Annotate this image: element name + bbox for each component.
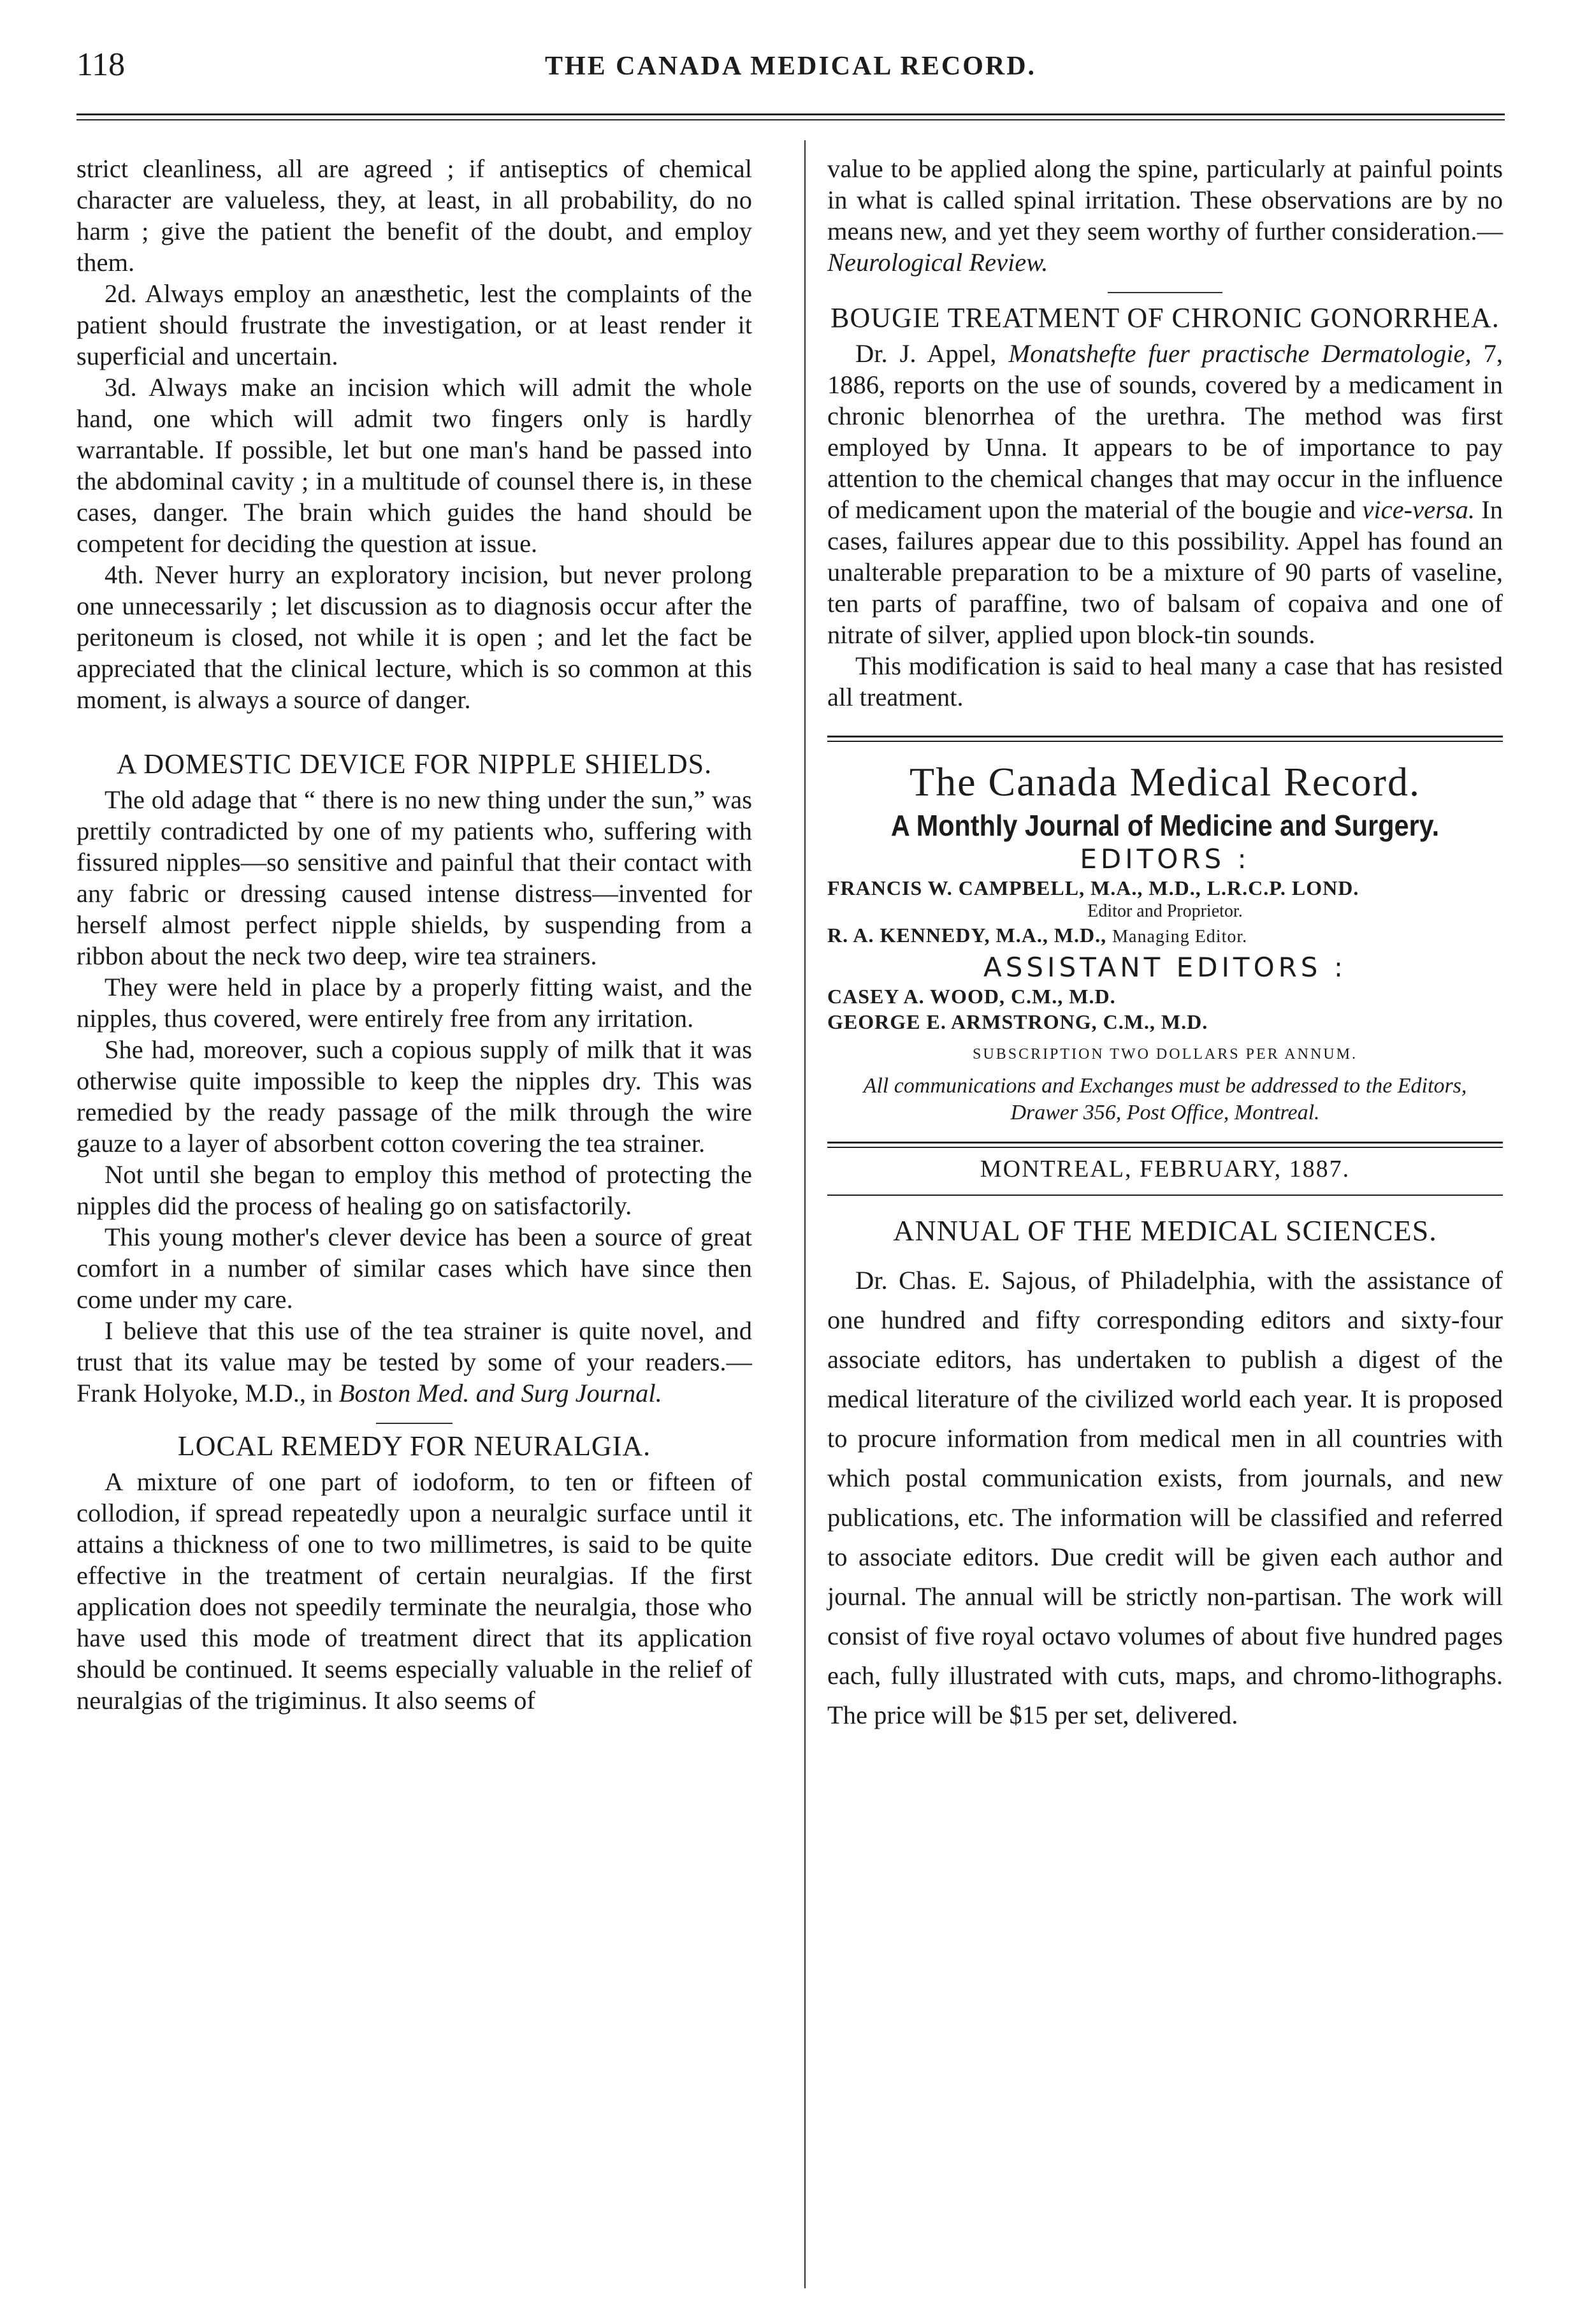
paragraph: 3d. Always make an incision which will admit the whole hand, one which will admit two fingers only is hardly warrantable. If possible, let but one man's hand be passed into the abdominal cavity ; in a multitude of counsel there is, in these cases, danger. The brain which guides the hand should be competent for deciding the question at issue. (76, 373, 752, 558)
dateline: MONTREAL, FEBRUARY, 1887. (980, 1156, 1351, 1182)
page-number: 118 (76, 47, 126, 83)
paragraph-text: 7, 1886, reports on the use of sounds, covered by a medicament in chronic blenorrhea of the urethra. The method was first employed by Unna. It appears to be of importance to pay attention to the chemical changes that may occur in the influence of medicament upon the material of the bougie and (827, 339, 1503, 524)
header-rule (76, 113, 1505, 115)
paragraph: A mixture of one part of iodoform, to ten or fifteen of collodion, if spread repeatedly upon a neuralgic surface until it attains a thickness of one to two millimetres, is said to be quite effective in the treatment of certain neuralgias. If the first application does not speedily terminate the neuralgia, those who have used this mode of treatment direct that its application should be continued. It seems especially valuable in the relief of neuralgias of the trigiminus. It also seems of (76, 1467, 752, 1715)
paragraph: She had, moreover, such a copious supply of milk that it was otherwise quite impossible to keep the nipples dry. This was remedied by the ready passage of the milk through the wire gauze to a layer of absorbent cotton covering the tea strainer. (76, 1035, 752, 1158)
running-head (76, 46, 1505, 97)
paragraph: Not until she began to employ this method of protecting the nipples did the process of healing go on satisfactorily. (76, 1160, 752, 1220)
assistant-editor-name: GEORGE E. ARMSTRONG, C.M., M.D. (827, 1010, 1208, 1033)
journal-title: THE CANADA MEDICAL RECORD. (544, 52, 1037, 81)
paragraph: strict cleanliness, all are agreed ; if antiseptics of chemical character are valueless, they, at least, in all probability, do no harm ; give the patient the benefit of the doubt, and employ them. (76, 154, 752, 277)
masthead-rule (827, 1142, 1503, 1144)
paragraph: 4th. Never hurry an exploratory incision, but never prolong one unnecessarily ; let discussion as to diagnosis occur after the peritoneum is closed, not while it is open ; and let the fact be appreciated that the clinical lecture, which is so common at this moment, is always a source of danger. (76, 560, 752, 714)
section-rule (376, 1423, 453, 1424)
dateline-rule (827, 1195, 1503, 1196)
latin-phrase: vice-versa. (1362, 495, 1475, 524)
paragraph: Dr. Chas. E. Sajous, of Philadelphia, with the assistance of one hundred and fifty corresponding editors and sixty-four associate editors, has undertaken to publish a digest of the medical literature of the civilized world each year. It is proposed to procure information from medical men in all countries with which postal communication exists, from journals, and new publications, etc. The information will be classified and referred to associate editors. Due credit will be given each author and journal. The annual will be strictly non-partisan. The work will consist of five royal octavo volumes of about five hundred pages each, fully illustrated with cuts, maps, and chromo-lithographs. The price will be $15 per set, delivered. (827, 1266, 1503, 1729)
editor-role: Editor and Proprietor. (1087, 901, 1243, 921)
paragraph: This modification is said to heal many a case that has resisted all treatment. (827, 651, 1503, 711)
article-heading-nipple-shields: A DOMESTIC DEVICE FOR NIPPLE SHIELDS. (116, 748, 713, 780)
assistant-editor-name: CASEY A. WOOD, C.M., M.D. (827, 985, 1116, 1008)
masthead-title: The Canada Medical Record. (909, 759, 1421, 804)
source-citation: Neurological Review. (827, 248, 1048, 277)
paragraph (76, 1315, 752, 1409)
paragraph-text: Dr. J. Appel, (855, 339, 997, 368)
right-column (827, 153, 1503, 1735)
paragraph: 2d. Always employ an anæsthetic, lest the complaints of the patient should frustrate the investigation, or at least render it superficial and uncertain. (76, 279, 752, 370)
article-heading-neuralgia: LOCAL REMEDY FOR NEURALGIA. (177, 1430, 651, 1462)
editors-label: EDITORS : (1080, 843, 1250, 875)
paragraph (827, 338, 1503, 650)
paragraph-text: I believe that this use of the tea strainer is quite novel, and trust that its value may be tested by some of your readers.—Frank Holyoke, M.D., in (76, 1316, 752, 1407)
editor-name: FRANCIS W. CAMPBELL, M.A., M.D., L.R.C.P. LOND. (827, 876, 1359, 899)
subscription-line: SUBSCRIPTION TWO DOLLARS PER ANNUM. (973, 1046, 1358, 1063)
editor-name-text: R. A. KENNEDY, M.A., M.D., (827, 924, 1107, 947)
column-divider (804, 140, 806, 2288)
assistant-editors-label: ASSISTANT EDITORS : (983, 952, 1347, 983)
paragraph-text: value to be applied along the spine, particularly at painful points in what is called spinal irritation. These observations are by no means new, and yet they seem worthy of further consideration.— (827, 154, 1503, 245)
article-heading-bougie: BOUGIE TREATMENT OF CHRONIC GONORRHEA. (830, 302, 1500, 333)
paragraph: The old adage that “ there is no new thing under the sun,” was prettily contradicted by one of my patients who, suffering with fissured nipples—so sensitive and painful that their contact with any fabric or dressing caused intense distress—invented for herself almost perfect nipple shields, by suspending from a ribbon about the neck two deep, wire tea strainers. (76, 785, 752, 970)
masthead-subtitle: A Monthly Journal of Medicine and Surgery. (890, 809, 1440, 842)
editor-name (827, 922, 1503, 948)
section-rule (1108, 292, 1222, 293)
paragraph: This young mother's clever device has been a source of great comfort in a number of similar cases which have since then come under my care. (76, 1223, 752, 1314)
paragraph (827, 153, 1503, 278)
communications-note: All communications and Exchanges must be addressed to the Editors, Drawer 356, Post Office, Montreal. (863, 1074, 1467, 1124)
editor-role: Managing Editor. (1112, 927, 1248, 947)
journal-citation: Monatshefte fuer practische Dermatologie, (1008, 339, 1472, 368)
paragraph-text: In cases, failures appear due to this possibility. Appel has found an unalterable preparation to be a mixture of 90 parts of vaseline, ten parts of paraffine, two of balsam of copaiva and one of nitrate of silver, applied upon block-tin sounds. (827, 495, 1503, 649)
article-heading-annual: ANNUAL OF THE MEDICAL SCIENCES. (893, 1214, 1437, 1247)
source-citation: Boston Med. and Surg Journal. (338, 1379, 662, 1407)
masthead-rule (827, 736, 1503, 737)
paragraph: They were held in place by a properly fitting waist, and the nipples, thus covered, were entirely free from any irritation. (76, 973, 752, 1033)
left-column (76, 153, 752, 1716)
masthead (827, 736, 1503, 1196)
